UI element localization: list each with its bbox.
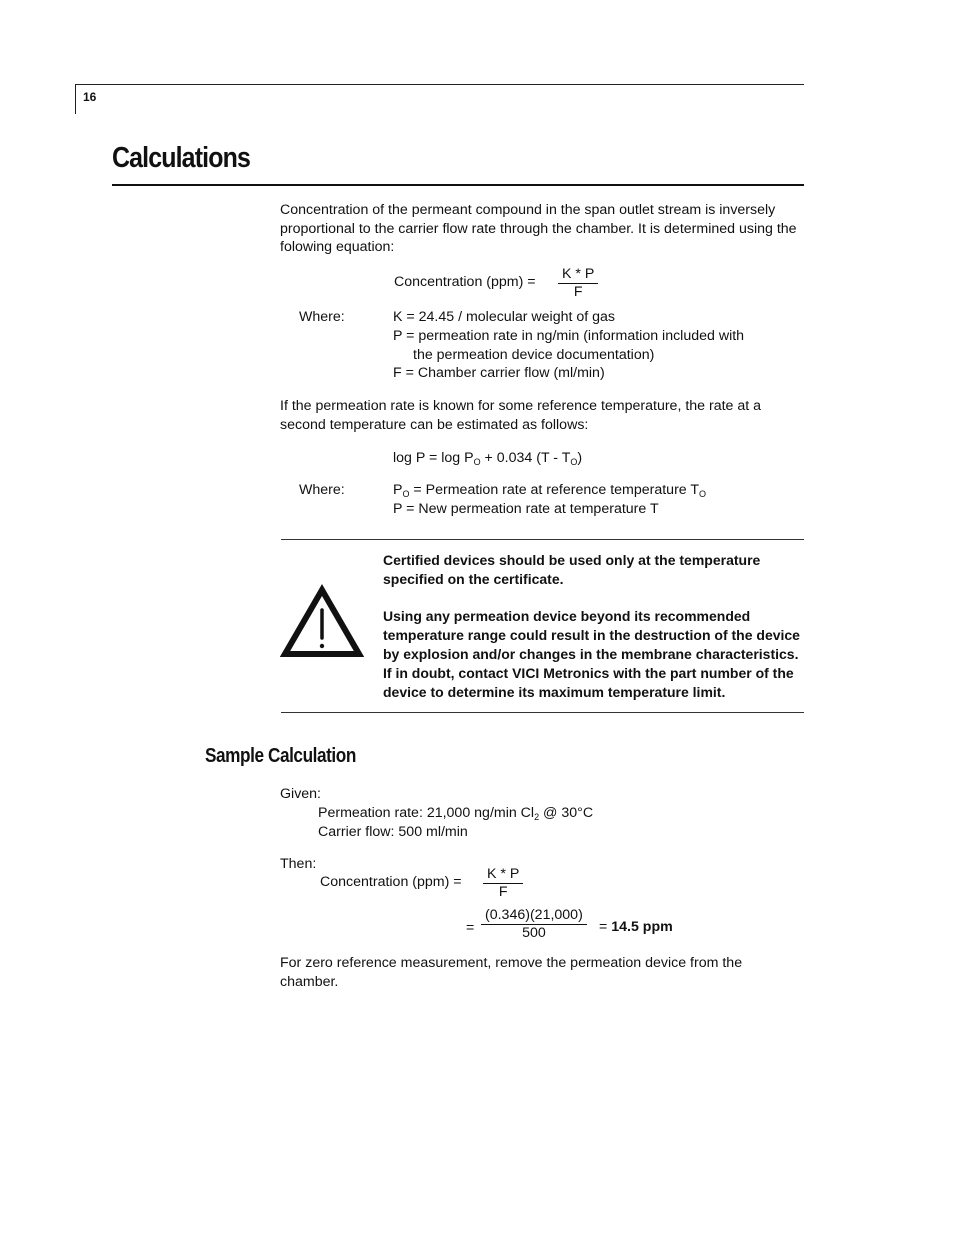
sample-result-value: 14.5 ppm xyxy=(611,919,673,935)
where1-label: Where: xyxy=(299,309,345,325)
sample-numerator: K * P xyxy=(483,866,523,884)
section-title: Sample Calculation xyxy=(205,745,356,767)
where1-line: the permeation device documentation) xyxy=(413,347,655,363)
temperature-paragraph: If the permeation rate is known for some reference temperature, the rate at a second temperature can be estimated as follows: xyxy=(280,398,762,433)
sample-denominator: F xyxy=(498,884,508,900)
where2-subscript: O xyxy=(699,489,707,499)
where2-text: = Permeation rate at reference temperature T xyxy=(409,482,700,498)
where1-line: P = permeation rate in ng/min (information included with xyxy=(393,328,745,344)
where1-line: K = 24.45 / molecular weight of gas xyxy=(393,309,616,325)
where2-subscript: O xyxy=(402,489,410,499)
page-number: 16 xyxy=(83,90,97,104)
title-rule xyxy=(112,184,804,186)
sample-equals: = xyxy=(466,920,475,936)
sample-result xyxy=(599,919,673,935)
given-subscript: 2 xyxy=(534,812,540,822)
warning-top-rule xyxy=(281,539,804,540)
sample-equation2-fraction xyxy=(481,907,587,942)
header-rule xyxy=(75,84,804,85)
given-label: Given: xyxy=(280,786,322,802)
where2-text: P xyxy=(393,482,403,498)
intro-paragraph: Concentration of the permeant compound in the span outlet stream is inversely proportional to the carrier flow rate through the chamber. It is determined using the folowing equation: xyxy=(280,202,797,255)
equation1-denominator: F xyxy=(573,284,583,300)
sample-equation-lhs: Concentration (ppm) = xyxy=(320,874,462,890)
warning-triangle-icon xyxy=(280,584,364,660)
footer-note: For zero reference measurement, remove the permeation device from the chamber. xyxy=(280,955,743,990)
given-line: Carrier flow: 500 ml/min xyxy=(318,824,468,840)
where2-line: P = New permeation rate at temperature T xyxy=(393,501,659,517)
equation2-part: ) xyxy=(577,450,583,466)
warning-text-2: Using any permeation device beyond its recommended temperature range could result in the destruction of the device by explosion and/or changes in the membrane characteristics. If in doubt, contact VICI Metronics with the part number of the device to determine its maximum temperature limit. xyxy=(383,608,800,700)
equation1-lhs: Concentration (ppm) = xyxy=(394,274,536,290)
equation2-subscript: O xyxy=(570,457,578,467)
sample-equation-fraction xyxy=(483,866,523,901)
equation2-part: log P = log P xyxy=(393,450,474,466)
equation2 xyxy=(393,449,582,472)
equation2-part: + 0.034 (T - T xyxy=(480,450,571,466)
equation1-fraction xyxy=(558,266,598,301)
warning-bottom-rule xyxy=(281,712,804,713)
then-label: Then: xyxy=(280,856,317,872)
sample-result-equals: = xyxy=(599,919,608,935)
sample-denominator: 500 xyxy=(522,925,546,941)
where1-line: F = Chamber carrier flow (ml/min) xyxy=(393,365,605,381)
given-text: Permeation rate: 21,000 ng/min Cl xyxy=(318,805,535,821)
where2-label: Where: xyxy=(299,482,345,498)
warning-text-1: Certified devices should be used only at the temperature specified on the certificate. xyxy=(383,552,761,587)
header-side-rule xyxy=(75,84,76,114)
equation1-numerator: K * P xyxy=(558,266,598,284)
given-text: @ 30°C xyxy=(539,805,594,821)
page-title: Calculations xyxy=(112,142,250,174)
equation2-subscript: O xyxy=(473,457,481,467)
sample-numerator: (0.346)(21,000) xyxy=(481,907,587,925)
